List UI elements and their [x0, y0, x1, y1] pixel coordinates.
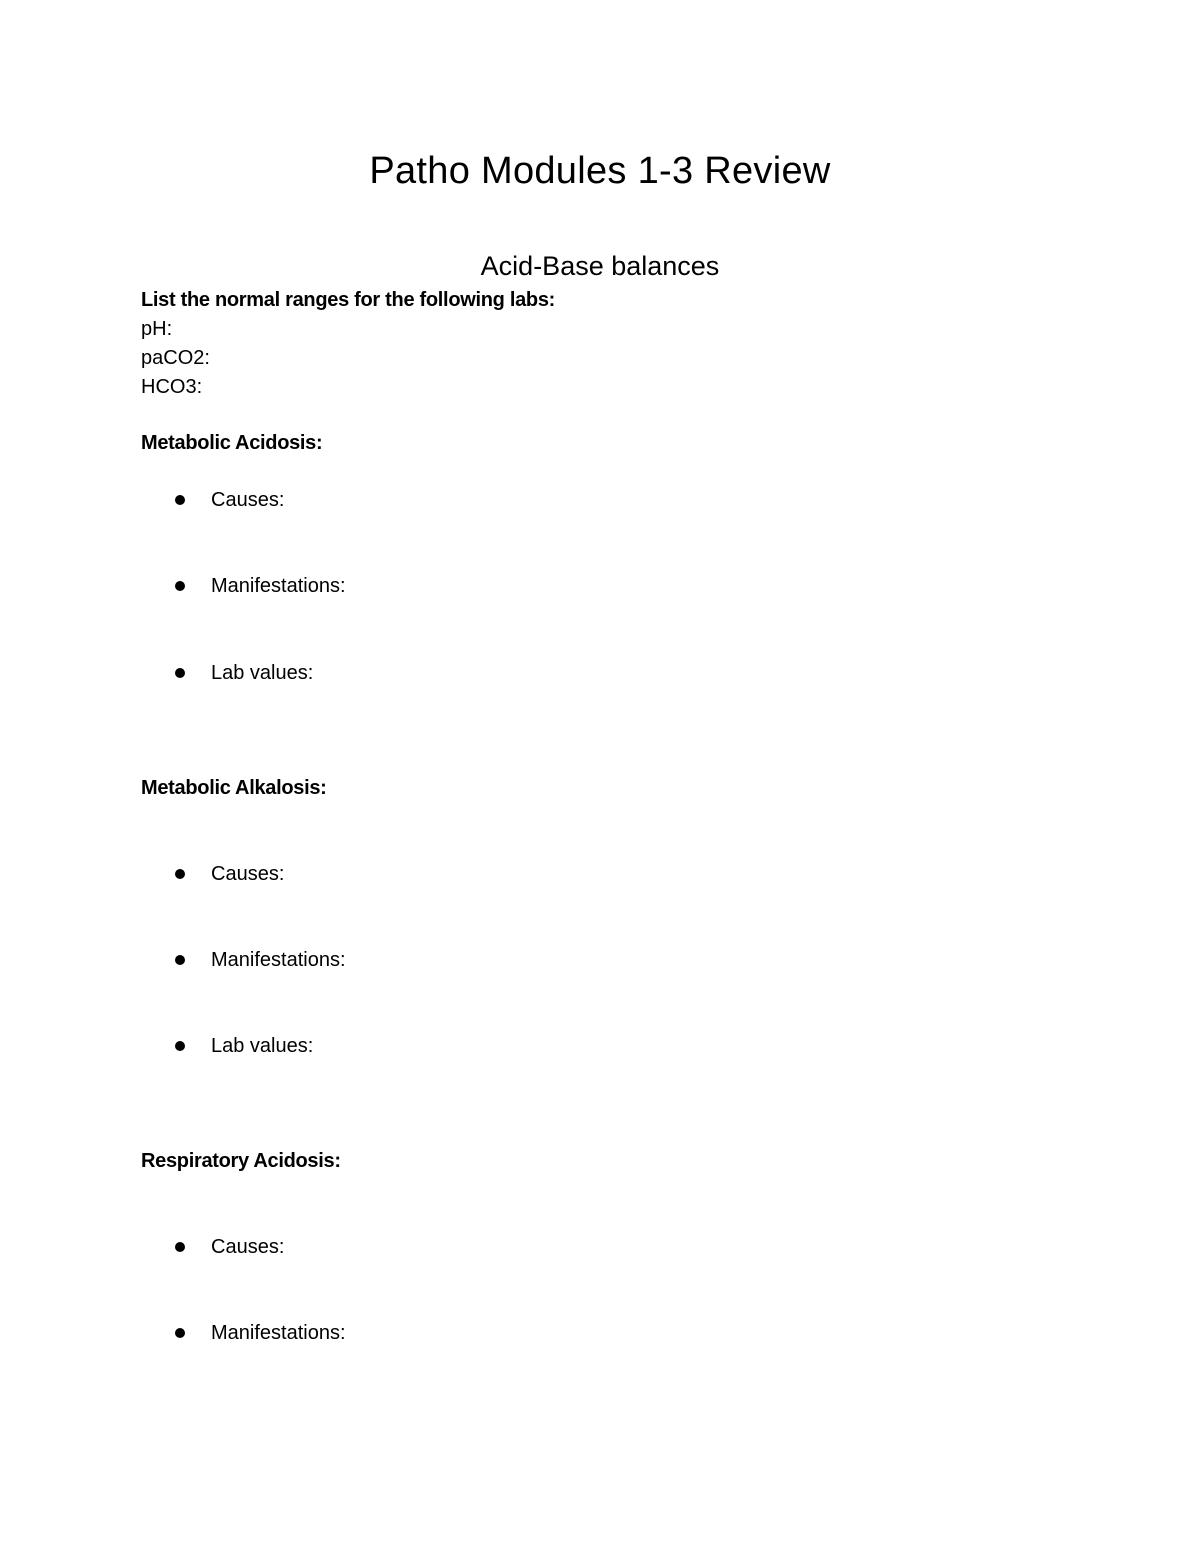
list-item: Lab values:	[211, 1035, 314, 1057]
bullet-icon	[175, 869, 185, 879]
bullet-icon	[175, 955, 185, 965]
section-heading-metabolic-acidosis: Metabolic Acidosis:	[141, 432, 323, 454]
bullet-icon	[175, 1041, 185, 1051]
list-item: Manifestations:	[211, 1322, 346, 1344]
list-item: Manifestations:	[211, 949, 346, 971]
section-heading-metabolic-alkalosis: Metabolic Alkalosis:	[141, 777, 327, 799]
bullet-icon	[175, 1328, 185, 1338]
list-item: Manifestations:	[211, 575, 346, 597]
list-item: Causes:	[211, 863, 285, 885]
document-title: Patho Modules 1-3 Review	[369, 150, 831, 192]
section-heading-respiratory-acidosis: Respiratory Acidosis:	[141, 1150, 341, 1172]
bullet-icon	[175, 1242, 185, 1252]
list-item: Lab values:	[211, 662, 314, 684]
labs-prompt: List the normal ranges for the following labs:	[141, 289, 556, 311]
lab-item-ph: pH:	[141, 318, 173, 340]
bullet-icon	[175, 581, 185, 591]
list-item: Causes:	[211, 1236, 285, 1258]
lab-item-hco3: HCO3:	[141, 376, 203, 398]
bullet-icon	[175, 495, 185, 505]
bullet-icon	[175, 668, 185, 678]
lab-item-paco2: paCO2:	[141, 347, 210, 369]
list-item: Causes:	[211, 489, 285, 511]
section-subtitle: Acid-Base balances	[480, 251, 720, 281]
